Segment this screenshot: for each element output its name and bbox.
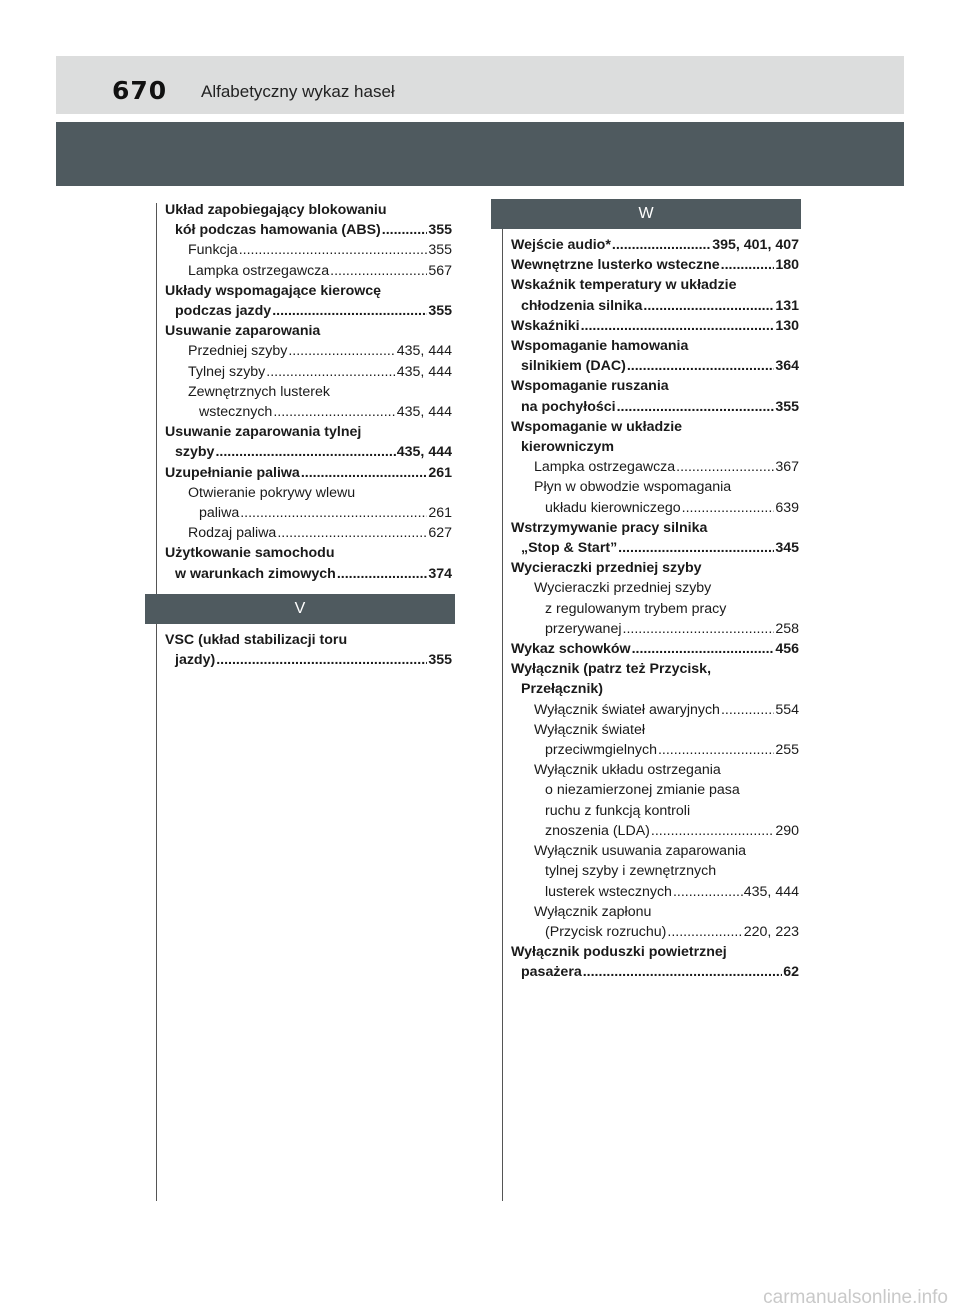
index-entry: [511, 942, 799, 982]
index-line: [511, 296, 799, 316]
index-line: [165, 630, 452, 650]
dot-leader: [301, 463, 428, 483]
page-reference: 131: [775, 297, 799, 314]
page-reference: 367: [775, 459, 799, 476]
index-line: [511, 255, 799, 275]
index-line: [511, 740, 799, 760]
page-reference: 290: [775, 822, 799, 839]
index-line: [165, 503, 452, 523]
index-entry: [165, 281, 452, 321]
index-entry: [165, 200, 452, 240]
watermark: carmanualsonline.info: [763, 1287, 948, 1308]
index-subentry: [511, 841, 799, 902]
index-term: kół podczas hamowania (ABS): [175, 222, 381, 239]
dot-leader: [583, 962, 782, 982]
dot-leader: [618, 538, 774, 558]
index-term: tylnej szyby i zewnętrznych: [545, 863, 717, 880]
index-line: [511, 619, 799, 639]
dot-leader: [581, 316, 775, 336]
index-subentry: [511, 902, 799, 942]
page-reference: 130: [775, 317, 799, 334]
index-term: Płyn w obwodzie wspomagania: [534, 479, 732, 496]
index-line: [165, 281, 452, 301]
index-term: Zewnętrznych lusterek: [188, 383, 330, 400]
dot-leader: [277, 523, 427, 543]
index-entry: [165, 463, 452, 483]
page-reference: 180: [775, 257, 799, 274]
dot-leader: [216, 650, 427, 670]
index-entry: [511, 235, 799, 255]
index-term: Usuwanie zaparowania tylnej: [165, 424, 362, 441]
index-line: [511, 760, 799, 780]
index-term: Wykaz schowków: [511, 641, 631, 658]
index-subentry: [511, 700, 799, 720]
index-subentry: [511, 477, 799, 517]
dot-leader: [643, 296, 774, 316]
index-line: [511, 437, 799, 457]
index-entry: [511, 275, 799, 315]
index-term: Wstrzymywanie pracy silnika: [511, 519, 708, 536]
index-line: [165, 543, 452, 563]
index-line: [511, 639, 799, 659]
index-line: [165, 382, 452, 402]
index-term: Użytkowanie samochodu: [165, 545, 335, 562]
index-subentry: [165, 341, 452, 361]
page-reference: 435, 444: [396, 363, 452, 380]
index-subentry: [165, 240, 452, 260]
page-reference: 261: [428, 464, 452, 481]
index-line: [165, 564, 452, 584]
index-term: podczas jazdy: [175, 303, 272, 320]
dot-leader: [667, 922, 742, 942]
index-term: Lampka ostrzegawcza: [188, 262, 330, 279]
index-column-left: [165, 200, 452, 584]
index-line: [511, 821, 799, 841]
index-line: [165, 200, 452, 220]
page-reference: 355: [428, 303, 452, 320]
index-line: [511, 235, 799, 255]
dot-leader: [721, 700, 774, 720]
dot-leader: [658, 740, 774, 760]
index-term: z regulowanym trybem pracy: [545, 600, 727, 617]
page-reference: 456: [775, 641, 799, 658]
index-line: [511, 336, 799, 356]
index-subentry: [165, 261, 452, 281]
index-term: Wycieraczki przedniej szyby: [511, 560, 702, 577]
index-term: Tylnej szyby: [188, 363, 266, 380]
index-term: Przedniej szyby: [188, 343, 288, 360]
page-reference: 435, 444: [396, 444, 452, 461]
index-term: VSC (układ stabilizacji toru: [165, 632, 348, 648]
page-reference: 255: [775, 742, 799, 759]
index-term: Funkcja: [188, 242, 238, 259]
index-subentry: [165, 523, 452, 543]
index-entry: [511, 518, 799, 558]
right-column-rule: [502, 203, 503, 1201]
index-term: na pochyłości: [521, 398, 616, 415]
page-reference: 435, 444: [396, 343, 452, 360]
index-line: [165, 321, 452, 341]
index-line: [511, 841, 799, 861]
index-term: Wyłącznik świateł awaryjnych: [534, 701, 720, 718]
index-term: Wycieraczki przedniej szyby: [534, 580, 712, 597]
index-term: jazdy): [175, 652, 216, 669]
index-term: szyby: [175, 444, 215, 461]
page-number: 670: [112, 76, 168, 105]
index-line: [511, 801, 799, 821]
index-line: [165, 523, 452, 543]
page-reference: 345: [775, 540, 799, 557]
index-term: Wyłącznik poduszki powietrznej: [511, 944, 727, 961]
page-reference: 364: [775, 358, 799, 375]
index-term: Przełącznik): [521, 681, 604, 698]
index-entry: [511, 417, 799, 457]
dot-leader: [673, 882, 743, 902]
index-line: [165, 362, 452, 382]
page-reference: 567: [428, 262, 452, 279]
index-term: kierowniczym: [521, 439, 615, 456]
index-line: [511, 962, 799, 982]
index-line: [511, 538, 799, 558]
index-line: [165, 483, 452, 503]
index-term: pasażera: [521, 964, 582, 981]
page-reference: 374: [428, 565, 452, 582]
index-term: Wspomaganie w układzie: [511, 418, 683, 435]
index-entry: [165, 321, 452, 341]
section-header-v: V: [145, 594, 455, 624]
index-term: ruchu z funkcją kontroli: [545, 802, 691, 819]
index-line: [511, 922, 799, 942]
index-term: silnikiem (DAC): [521, 358, 626, 375]
page-reference: 355: [428, 222, 452, 239]
index-term: Wyłącznik zapłonu: [534, 903, 652, 920]
index-term: lusterek wstecznych: [545, 883, 672, 900]
dot-leader: [215, 442, 395, 462]
index-term: Usuwanie zaparowania: [165, 323, 321, 340]
index-line: [511, 700, 799, 720]
index-term: Wspomaganie hamowania: [511, 338, 689, 355]
index-line: [511, 902, 799, 922]
index-subentry: [165, 483, 452, 523]
index-line: [165, 261, 452, 281]
index-line: [511, 578, 799, 598]
index-line: [511, 679, 799, 699]
index-entry: [165, 422, 452, 462]
index-line: [511, 861, 799, 881]
dot-leader: [272, 301, 427, 321]
index-term: Lampka ostrzegawcza: [534, 459, 676, 476]
index-line: [165, 301, 452, 321]
index-line: [511, 518, 799, 538]
dot-leader: [266, 362, 395, 382]
index-term: Wyłącznik układu ostrzegania: [534, 762, 721, 779]
dot-leader: [240, 503, 427, 523]
dot-leader: [239, 240, 428, 260]
index-line: [511, 376, 799, 396]
index-line: [511, 780, 799, 800]
dot-leader: [612, 235, 711, 255]
page-reference: 395, 401, 407: [712, 237, 799, 253]
page-reference: 355: [428, 652, 452, 669]
page-reference: 627: [428, 525, 452, 542]
index-entry: [165, 543, 452, 583]
index-term: (Przycisk rozruchu): [545, 923, 667, 940]
page-header: [56, 56, 904, 114]
index-line: [511, 942, 799, 962]
index-term: „Stop & Start”: [521, 540, 618, 557]
dot-leader: [627, 356, 774, 376]
index-line: [511, 397, 799, 417]
index-entry: [511, 639, 799, 659]
index-term: Wspomaganie ruszania: [511, 378, 669, 395]
index-entry: [511, 255, 799, 275]
index-line: [511, 477, 799, 497]
index-term: Wskaźniki: [511, 317, 580, 334]
index-line: [165, 341, 452, 361]
index-term: Wskaźnik temperatury w układzie: [511, 277, 737, 294]
dot-leader: [721, 255, 775, 275]
index-term: chłodzenia silnika: [521, 297, 643, 314]
index-term: Wewnętrzne lusterko wsteczne: [511, 257, 720, 274]
index-section-v: [165, 630, 452, 670]
index-line: [165, 220, 452, 240]
index-line: [165, 463, 452, 483]
page-reference: 435, 444: [396, 404, 452, 421]
page-reference: 554: [775, 701, 799, 718]
page-reference: 261: [428, 505, 452, 522]
left-column-rule: [156, 203, 157, 1201]
page-reference: 355: [775, 398, 799, 415]
page-reference: 435, 444: [743, 883, 799, 900]
dot-leader: [330, 261, 427, 281]
index-term: Wejście audio*: [511, 237, 611, 253]
section-header-w: W: [491, 199, 801, 229]
index-entry: [511, 376, 799, 416]
dot-leader: [288, 341, 395, 361]
index-line: [511, 356, 799, 376]
dot-leader: [382, 220, 428, 240]
dot-leader: [651, 821, 774, 841]
page-reference: 639: [775, 499, 799, 516]
dot-leader: [682, 498, 775, 518]
index-line: [165, 402, 452, 422]
index-term: w warunkach zimowych: [175, 565, 336, 582]
index-term: układu kierowniczego: [545, 499, 681, 516]
page-reference: 62: [783, 964, 799, 981]
index-line: [165, 422, 452, 442]
index-line: [511, 599, 799, 619]
index-term: Układ zapobiegający blokowaniu: [165, 202, 387, 218]
dot-leader: [632, 639, 775, 659]
index-term: Uzupełnianie paliwa: [165, 464, 300, 481]
index-term: Wyłącznik świateł: [534, 721, 646, 738]
index-line: [511, 417, 799, 437]
index-line: [165, 650, 452, 670]
index-term: przerywanej: [545, 620, 622, 637]
index-term: Rodzaj paliwa: [188, 525, 277, 542]
index-subentry: [165, 362, 452, 382]
index-line: [165, 240, 452, 260]
index-entry: [165, 630, 452, 670]
index-entry: [511, 336, 799, 376]
dot-leader: [623, 619, 775, 639]
index-subentry: [511, 457, 799, 477]
index-term: wstecznych: [199, 404, 273, 421]
index-subentry: [511, 578, 799, 639]
page-reference: 355: [428, 242, 452, 259]
index-subentry: [511, 720, 799, 760]
index-line: [511, 659, 799, 679]
index-term: paliwa: [199, 505, 240, 522]
page-reference: 258: [775, 620, 799, 637]
index-term: przeciwmgielnych: [545, 742, 657, 759]
dot-leader: [273, 402, 395, 422]
header-banner: [56, 122, 904, 186]
index-term: Wyłącznik usuwania zaparowania: [534, 843, 747, 860]
index-entry: [511, 659, 799, 699]
index-entry: [511, 558, 799, 578]
index-line: [511, 275, 799, 295]
dot-leader: [337, 564, 427, 584]
index-line: [511, 498, 799, 518]
index-term: Układy wspomagające kierowcę: [165, 282, 382, 299]
dot-leader: [617, 397, 775, 417]
page-title: Alfabetyczny wykaz haseł: [201, 82, 395, 101]
index-term: znoszenia (LDA): [545, 822, 650, 839]
index-term: o niezamierzonej zmianie pasa: [545, 782, 740, 799]
index-term: Wyłącznik (patrz też Przycisk,: [511, 661, 712, 678]
index-line: [511, 457, 799, 477]
index-line: [165, 442, 452, 462]
index-subentry: [511, 760, 799, 841]
index-subentry: [165, 382, 452, 422]
page-reference: 220, 223: [743, 923, 799, 940]
index-line: [511, 558, 799, 578]
index-line: [511, 720, 799, 740]
index-line: [511, 316, 799, 336]
index-section-w: [511, 235, 799, 983]
index-line: [511, 882, 799, 902]
index-entry: [511, 316, 799, 336]
dot-leader: [676, 457, 774, 477]
index-term: Otwieranie pokrywy wlewu: [188, 484, 356, 501]
